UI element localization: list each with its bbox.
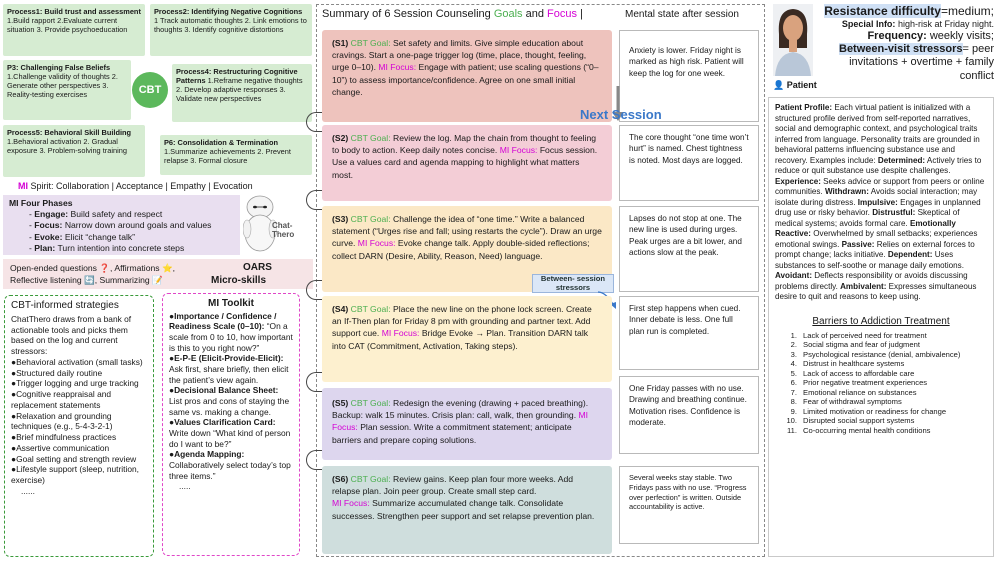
next-session-label: Next Session [580,107,662,122]
toolkit-item: ●Values Clarification Card: Write down “What kind of person do I want to be?” [169,417,291,449]
mental-state-title: Mental state after session [625,9,739,20]
mi-toolkit-list [169,311,293,482]
frequency-value: weekly visits; [929,29,994,42]
session-3-card: (S3) CBT Goal: Challenge the idea of “one time.” Write a balanced statement (“Urges rise and fall; using restarts the cycle”). Draw an urge curve. MI Focus: Evoke change talk. Apply double-sided reflections; collect DARN (Desire, Ability, Reason, Need) language. [322,206,612,292]
mi-spirit-line [18,181,313,191]
barrier-item: 4. Distrust in healthcare systems [790,359,905,369]
barrier-item: 10. Disrupted social support systems [786,416,915,426]
barrier-item: 3. Psychological resistance (denial, ambivalence) [790,349,961,359]
cbt-strategies-box [4,295,154,557]
process1-title: Process1: Build trust and assessment [7,7,141,16]
process4-title: Process4: Restructuring Cognitive Patterns [176,67,298,86]
process6-body: 1.Summarize achievements 2. Prevent relapse 3. Formal closure [164,147,291,166]
session-5-card: (S5) CBT Goal: Redesign the evening (drawing + paced breathing). Backup: walk 15 minutes. Crisis plan: call, walk, then grounding. MI Focus: Plan session. Write a commitment statement; anticipate barriers and prepare coping solutions. [322,388,612,460]
process1-body: 1.Build rapport 2.Evaluate current situation 3. Provide psychoeducation [7,16,128,35]
between-visit-label: Between-visit stressors [839,43,963,55]
barrier-item: 9. Limited motivation or readiness for change [790,406,947,416]
process6-title: P6: Consolidation & Termination [164,138,279,147]
between-session-stressors-label: Between- session stressors [532,274,614,293]
resistance-value: =medium; [940,4,994,18]
barrier-item: 8. Fear of withdrawal symptoms [790,397,902,407]
process5-body: 1.Behavioral activation 2. Gradual exposure 3. Problem-solving training [7,137,127,156]
barriers-list [775,331,987,435]
cbt-badge [132,72,168,108]
process2-box [150,4,312,56]
between-visit-value: = peer invitations + overtime + family conflict [849,43,994,82]
barrier-item: 5. Lack of access to affordable care [790,368,915,378]
process4-body: 1.Reframe negative thoughts 2. Develop adaptive responses 3. Validate new perspectives [176,76,303,104]
mental-state-1: Anxiety is lower. Friday night is marked as high risk. Patient will keep the log for one week. [619,30,759,122]
strategy-item: ●Behavioral activation (small tasks) [11,356,143,367]
toolkit-item: ●Importance / Confidence / Readiness Scale (0–10): “On a scale from 0 to 10, how important is this to you right now?” [169,310,293,353]
process3-body: 1.Challenge validity of thoughts 2. Generate other perspectives 3. Reality-testing exercises [7,72,118,100]
process3-box [3,60,131,120]
process1-box [3,4,145,56]
process3-title: P3: Challenging False Beliefs [7,63,111,72]
mi-phases-list [9,209,234,254]
oars-box [3,259,313,289]
resistance-label: Resistance difficulty [824,4,941,18]
process5-title: Process5: Behavioral Skill Building [7,128,132,137]
process2-title: Process2: Identifying Negative Cognitions [154,7,303,16]
mi-spirit-items: Collaboration | Acceptance | Empathy | Evocation [56,181,253,191]
strategy-item: ●Brief mindfulness practices [11,432,117,443]
patient-profile-box [768,97,994,557]
strategy-item: ●Structured daily routine [11,367,103,378]
session-connector-icon [306,450,322,470]
mi-four-phases-title: MI Four Phases [9,198,73,208]
strategy-item: ●Trigger logging and urge tracking [11,378,139,389]
special-info-value: high-risk at Friday night. [897,18,994,29]
session-6-card: (S6) CBT Goal: Review gains. Keep plan four more weeks. Add relapse plan. Join peer group. Create small step card. MI Focus: Summarize accumulated change talk. Consolidate successes. Strengthen peer support and set relapse prevention plan. [322,466,612,554]
oars-line2: Reflective listening 🔄, Summarizing 📝 [10,275,163,286]
cbt-badge-label: CBT [138,84,162,96]
barrier-item: 7. Emotional reliance on substances [790,387,917,397]
robot-label: Chat-Thero [272,221,295,239]
mi-four-phases-box [3,195,240,255]
mental-state-3: Lapses do not stop at one. The new line is used during urges. Peak urges are a bit lower, and actions slow at the peak. [619,206,759,292]
strategy-item: ●Cognitive reappraisal and replacement statements [11,389,112,410]
mental-state-5: One Friday passes with no use. Drawing and breathing continue. Motivation rises. Confidence is moderate. [619,376,759,454]
process6-box [160,135,312,175]
toolkit-item: ●E-P-E (Elicit-Provide-Elicit): Ask first, share briefly, then elicit the patient’s view again. [169,353,289,385]
oars-title: OARS [243,262,272,273]
oars-line1: Open-ended questions ❓, Affirmations ⭐, [10,263,176,273]
patient-label: 👤 Patient [773,80,817,90]
strategy-item: ●Relaxation and grounding techniques (e.g., 5-4-3-2-1) [11,410,113,432]
session-4-card: (S4) CBT Goal: Place the new line on the phone lock screen. Create an If-Then plan for Friday 8 pm with grounding and partner text. Add support cue. MI Focus: Bridge Evoke → Plan. Transition DARN talk into CAT (Commitment, Activation, Taking steps). [322,296,612,382]
cbt-strategies-list [11,357,147,486]
mi-spirit-prefix: MI [18,181,28,191]
mi-toolkit-box [162,293,300,556]
strategy-item: ●Assertive communication [11,442,110,453]
process2-body: 1 Track automatic thoughts 2. Link emotions to thoughts 3. Identify cognitive distortions [154,16,307,35]
process4-box [172,64,312,122]
special-info-label: Special Info: [841,18,896,29]
phase-item: - Plan: Turn intention into concrete steps [29,242,185,253]
profile-text: Patient Profile: Each virtual patient is initialized with a structured profile derived from self-reported narratives, social and demographic context, and psychological traits inferred from language. Personality traits are grounded in behavioral patterns influencing substance use and recovery. Examples include: Determined: Actively tries to reduce or quit substance use despite challenges. Experience: Seeks advice or support from peers or online communities. Withdrawn: Avoids social interaction; may isolate during distress. Impulsive: Engages in unplanned drug use or risky behavior. Distrustful: Skeptical of medical systems; avoids formal care. Emotionally Reactive: Overwhelmed by small setbacks; experiences emotional swings. Passive: Relies on external forces to prompt change; lacks initiative. Dependent: Uses substances to self-soothe or manage daily emotions. Avoidant: Deflects responsibility or avoids discussing problems directly. Ambivalent: Expresses simultaneous desire to quit and reasons to keep using. [775,103,985,302]
session-connector-icon [306,190,322,210]
session-1-card: (S1) CBT Goal: Set safety and limits. Give simple education about cravings. Start a one-page trigger log (time, place, thought, feeling, urge 0–10). MI Focus: Engage with patient; use scaling questions (“0–10”) to assess importance/confidence. Agree on one small initial change. [322,30,612,122]
barrier-item: 6. Prior negative treatment experiences [790,378,928,388]
summary-title: Summary of 6 Session Counseling Goals and Focus | [322,8,583,20]
mental-state-6: Several weeks stay stable. Two Fridays pass with no use. “Progress over perfection” is written. Outside accountability is active. [619,466,759,544]
session-connector-icon [306,280,322,300]
process5-box [3,125,145,177]
barrier-item: 11. Co-occurring mental health conditions [787,425,931,435]
patient-avatar [773,4,813,76]
barrier-item: 1. Lack of perceived need for treatment [790,330,927,340]
toolkit-item: ●Decisional Balance Sheet: List pros and cons of staying the same vs. making a change. [169,385,290,417]
frequency-label: Frequency: [867,29,927,42]
mental-state-2: The core thought “one time won’t hurt” is named. Chest tightness is noted. Most days are logged. [619,125,759,201]
barrier-item: 2. Social stigma and fear of judgment [790,340,920,350]
phase-item: - Engage: Build safety and respect [29,209,163,220]
mi-toolkit-title: MI Toolkit [208,298,254,309]
person-icon: 👤 [773,80,785,90]
cbt-strategies-intro: ChatThero draws from a bank of actionable tools and picks them based on the log and current stressors: [11,313,132,357]
strategy-item: ●Goal setting and strength review [11,453,137,464]
session-2-card: (S2) CBT Goal: Review the log. Map the chain from thought to feeling to body to action. Keep daily notes concise. MI Focus: Focus session. Use a values card and agenda mapping to highlight what matters most. [322,125,612,201]
cbt-strategies-ellipsis: ...... [21,485,35,496]
session-connector-icon [306,372,322,392]
phase-item: - Focus: Narrow down around goals and values [29,220,212,231]
patient-summary [812,4,994,83]
barriers-title: Barriers to Addiction Treatment [812,315,950,327]
mi-toolkit-ellipsis: ..... [179,481,191,492]
mi-spirit-label: Spirit: [30,181,54,191]
strategy-item: ●Lifestyle support (sleep, nutrition, exercise) [11,464,139,486]
session-connector-icon [306,112,322,132]
cbt-strategies-title: CBT-informed strategies [11,300,119,311]
oars-subtitle: Micro-skills [211,275,267,286]
phase-item: - Evoke: Elicit “change talk” [29,231,136,242]
toolkit-item: ●Agenda Mapping: Collaboratively select today’s top three items.” [169,449,291,481]
mental-state-4: First step happens when cued. Inner debate is less. One full plan run is completed. [619,296,759,370]
